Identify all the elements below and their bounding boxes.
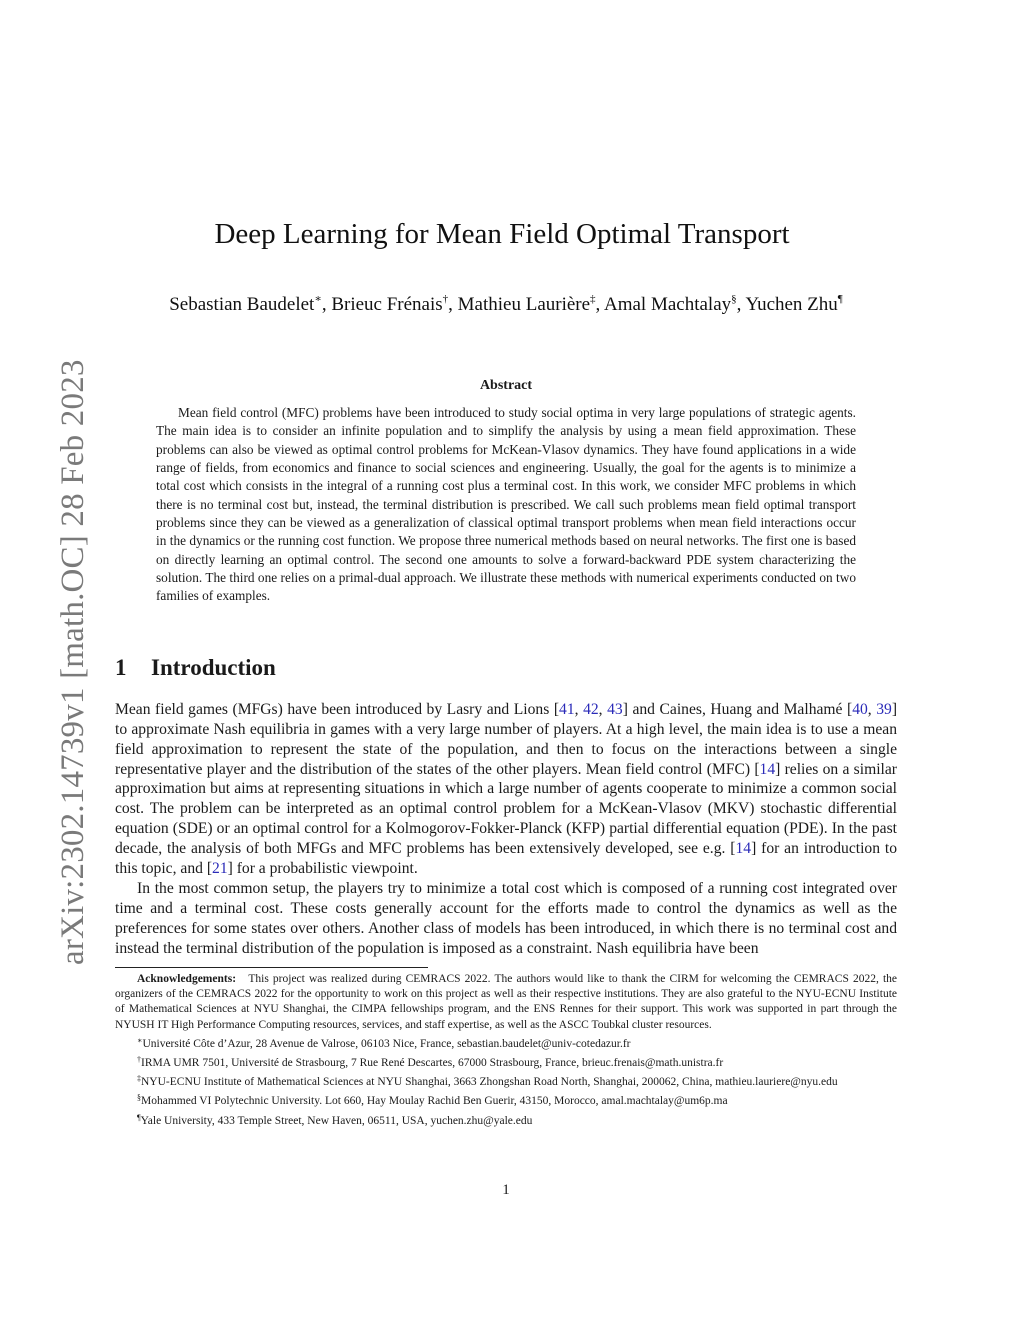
affiliation-footnote <box>115 1110 897 1129</box>
citation-link[interactable]: 14 <box>735 839 752 857</box>
author-footnote-mark: § <box>731 293 737 305</box>
citation-link[interactable]: 14 <box>759 760 776 778</box>
affiliation-footnote <box>115 1033 897 1052</box>
author-footnote-mark: † <box>442 293 449 305</box>
arxiv-identifier-stamp <box>20 335 91 965</box>
abstract-text: Mean field control (MFC) problems have been introduced to study social optima in very large populations of strategic agents. The main idea is to consider an infinite population and to simplify the analysis by using a mean field approximation. These problems can also be viewed as optimal control problems for McKean-Vlasov dynamics. They have found applications in a wide range of fields, from economics and finance to social sciences and engineering. Usually, the goal for the agents is to minimize a total cost which consists in the integral of a running cost plus a terminal cost. In this work, we consider MFC problems in which there is no terminal cost but, instead, the terminal distribution is prescribed. We call such problems mean field optimal transport problems since they can be viewed as a generalization of classical optimal transport problems when mean field interactions occur in the dynamics or the running cost function. We propose three numerical methods based on neural networks. The first one is based on directly learning an optimal control. The second one amounts to solve a forward-backward PDE system characterizing the solution. The third one relies on a primal-dual approach. We illustrate these methods with numerical experiments conducted on two families of examples. <box>156 405 856 604</box>
footnote-mark: § <box>137 1093 141 1103</box>
citation-link[interactable]: 42 <box>583 701 599 718</box>
footnote-text: Yale University, 433 Temple Street, New Haven, 06511, USA, yuchen.zhu@yale.edu <box>140 1114 533 1127</box>
footnote-mark: ∗ <box>137 1035 143 1045</box>
acknowledgements-footnote <box>115 972 897 1033</box>
author-footnote-mark: ¶ <box>837 293 843 305</box>
footnote-divider <box>115 967 428 968</box>
footnote-mark: ¶ <box>137 1112 141 1122</box>
affiliation-footnote <box>115 1052 897 1071</box>
author-name: Sebastian Baudelet <box>169 294 315 315</box>
footnote-text: IRMA UMR 7501, Université de Strasbourg, 7 Rue René Descartes, 67000 Strasbourg, France, brieuc.frenais@math.unistra.fr <box>141 1057 724 1070</box>
abstract-heading: Abstract <box>479 378 533 393</box>
citation-link[interactable]: 39 <box>876 701 892 718</box>
acknowledgements-label: Acknowledgements: <box>137 973 237 985</box>
author-name: Mathieu Laurière <box>457 294 591 315</box>
author-footnote-mark: ‡ <box>590 293 596 305</box>
footnote-text: Mohammed VI Polytechnic University. Lot 660, Hay Moulay Rachid Ben Guerir, 43150, Morocco, amal.machtalay@um6p.ma <box>141 1095 728 1108</box>
citation-link[interactable]: 43 <box>607 701 623 718</box>
affiliation-footnote <box>115 1090 897 1109</box>
page-number: 1 <box>502 1182 510 1198</box>
acknowledgements-text: This project was realized during CEMRACS 2022. The authors would like to thank the CIRM for welcoming the CEMRACS 2022, the organizers of the CEMRACS 2022 for the opportunity to work on this project as well as their respective institutions. They are also grateful to the NYU-ECNU Institute of Mathematical Sciences at NYU Shanghai, the CIMPA fellowships program, and the ENS Rennes for their support. This work was supported in part through the NYUSH IT High Performance Computing resources, services, and staff expertise, as well as the ASCC Toubkal cluster resources. <box>115 973 897 1031</box>
arxiv-identifier-text: arXiv:2302.14739v1 [math.OC] 28 Feb 2023 <box>55 359 91 965</box>
affiliation-footnotes <box>115 1033 897 1129</box>
author-name: Yuchen Zhu <box>745 294 838 315</box>
footnote-mark: ‡ <box>137 1074 141 1084</box>
author-name: Brieuc Frénais <box>331 294 443 315</box>
section-number: 1 <box>115 655 127 680</box>
author-list: Sebastian Baudelet∗, Brieuc Frénais†, Mathieu Laurière‡, Amal Machtalay§, Yuchen Zhu¶ <box>169 293 843 315</box>
footnote-text: Université Côte d’Azur, 28 Avenue de Valrose, 06103 Nice, France, sebastian.baudelet@univ-cotedazur.fr <box>142 1037 631 1050</box>
footnotes <box>115 972 897 1129</box>
intro-paragraph-2: In the most common setup, the players try to minimize a total cost which is composed of a running cost integrated over time and a terminal cost. These costs generally account for the efforts made to control the dynamics as well as the preferences for some states over others. Another class of models has been introduced, in which there is no terminal cost and instead the terminal distribution of the population is imposed as a constraint. Nash equilibria have been <box>115 880 897 957</box>
footnote-text: NYU-ECNU Institute of Mathematical Sciences at NYU Shanghai, 3663 Zhongshan Road North, Shanghai, 200062, China, mathieu.lauriere@nyu.edu <box>141 1076 838 1089</box>
footnote-mark: † <box>137 1055 141 1065</box>
intro-paragraph-1: Mean field games (MFGs) have been introduced by Lasry and Lions [41, 42, 43] and Caines, Huang and Malhamé [40, 39] to approximate Nash equilibria in games with a very large number of players. At a high level, the main idea is to use a mean field approximation to represent the state of the population, and then to focus on the interactions between a single representative player and the distribution of the states of the other players. Mean field control (MFC) [14] relies on a similar approximation but aims at representing situations in which a large number of agents cooperate to minimize a common social cost. The problem can be interpreted as an optimal control problem for a McKean-Vlasov (MKV) stochastic differential equation (SDE) or an optimal control for a Kolmogorov-Fokker-Planck (KFP) partial differential equation (PDE). In the past decade, the analysis of both MFGs and MFC problems has been extensively developed, see e.g. [14] for an introduction to this topic, and [21] for a probabilistic viewpoint. <box>115 701 898 877</box>
author-name: Amal Machtalay <box>604 294 732 315</box>
citation-link[interactable]: 21 <box>212 859 228 877</box>
citation-link[interactable]: 41 <box>559 701 575 718</box>
citation-link[interactable]: 40 <box>852 701 868 718</box>
section-heading <box>115 655 276 681</box>
paper-title: Deep Learning for Mean Field Optimal Transport <box>214 218 790 250</box>
author-footnote-mark: ∗ <box>314 293 322 305</box>
section-title: Introduction <box>151 655 276 680</box>
affiliation-footnote <box>115 1071 897 1090</box>
